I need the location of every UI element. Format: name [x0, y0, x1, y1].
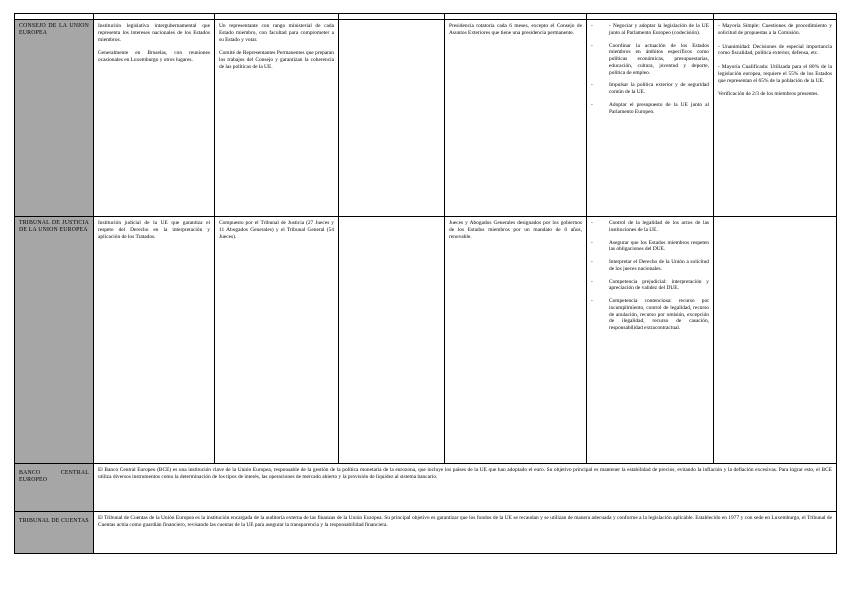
description-cell: El Tribunal de Cuentas de la Unión Europea es la institución encargada de la auditoría externa de las finanzas de la Unión Europea. Su principal objetivo es garantizar que los fondos de la UE se recaudan y se utilizan de manera adecuada y conforme a la legislación aplicable. Establecido en 1977 y con sede en Luxemburgo, el Tribunal de Cuentas actúa como guardián financiero, revisando las cuentas de la UE para asegurar la transparencia y la responsabilidad financiera. — [94, 512, 837, 554]
composicion-cell — [215, 217, 339, 464]
naturaleza-cell — [94, 217, 215, 464]
paragraph: Un representante con rango ministerial de cada Estado miembro, con facultad para comprometer a su Estado y votar. — [219, 23, 334, 43]
funciones-cell — [587, 217, 714, 464]
empty-cell — [339, 217, 445, 464]
empty-cell — [339, 20, 445, 217]
votacion-cell — [714, 20, 837, 217]
paragraph: Comité de Representantes Permanentes que preparan los trabajos del Consejo y garantizan la coherencia de las políticas de la UE. — [219, 50, 334, 70]
institution-name-cell: BANCO CENTRAL EUROPEO — [15, 464, 94, 512]
list-item: - Interpretar el Derecho de la Unión a solicitud de los jueces nacionales. — [591, 259, 709, 273]
paragraph: Presidencia rotatoria cada 6 meses, excepto el Consejo de Asuntos Exteriores que tiene una presidencia permanente. — [449, 23, 582, 36]
description-cell: El Banco Central Europeo (BCE) es una institución clave de la Unión Europea, responsable de la gestión de la política monetaria de la eurozona, que incluye los países de la UE que han adoptado el euro. Su objetivo principal es mantener la estabilidad de precios, evitando la inflación y la deflación excesivas. Para lograr esto, el BCE utiliza diversos instrumentos como la determinación de los tipos de interés, las operaciones de mercado abierto y la provisión de liquidez al sistema bancario. — [94, 464, 837, 512]
list-item: - Asegurar que los Estados miembros respeten las obligaciones del DUE. — [591, 240, 709, 254]
naturaleza-cell — [94, 20, 215, 217]
paragraph: - Mayoría Simple: Cuestiones de procedimiento y solicitud de propuestas a la Comisión. — [718, 23, 832, 36]
presidencia-cell — [445, 217, 587, 464]
paragraph: Compuesto por el Tribunal de Justicia (27 Jueces y 11 Abogados Generales) y el Tribunal General (54 Jueces). — [219, 220, 334, 240]
paragraph: Jueces y Abogados Generales designados por los gobiernos de los Estados miembros por un mandato de 6 años, renovable. — [449, 220, 582, 240]
institution-name-cell: TRIBUNAL DE JUSTICIA DE LA UNION EUROPEA — [15, 217, 94, 464]
table-row-tribunal-cuentas — [15, 512, 837, 554]
bullet-list — [591, 23, 709, 115]
list-item: - Coordinar la actuación de los Estados miembros en ámbitos específicos como políticas económicas, presupuestarias, educación, cultura, juventud y deporte, política de empleo. — [591, 43, 709, 77]
paragraph: - Mayoría Cualificada: Utilizada para el 80% de la legislación europea, requiere el 55% de los Estados que representan el 65% de la población de la UE. — [718, 64, 832, 84]
list-item: - Impulsar la política exterior y de seguridad común de la UE. — [591, 82, 709, 96]
institution-name-cell: TRIBUNAL DE CUENTAS — [15, 512, 94, 554]
paragraph: Verificación de 2/3 de los miembros presentes. — [718, 91, 819, 98]
list-item: - - Negociar y adoptar la legislación de la UE junto al Parlamento Europeo (codecisión). — [591, 23, 709, 37]
list-item: - Adoptar el presupuesto de la UE junto al Parlamento Europeo. — [591, 102, 709, 116]
bullet-list — [591, 220, 709, 332]
list-item: - Competencia contenciosa: recurso por incumplimiento, control de legalidad, recurso de anulación, recurso por omisión, excepción de ilegalidad, recurso de casación, responsabilidad extracontractual. — [591, 298, 709, 332]
paragraph: Institución judicial de la UE que garantiza el respeto del Derecho en la interpretación y aplicación de los Tratados. — [98, 220, 210, 240]
paragraph: Institución legislativa intergubernamental que representa los intereses nacionales de los Estados miembros. — [98, 23, 210, 43]
composicion-cell — [215, 20, 339, 217]
eu-institutions-table — [14, 13, 837, 554]
votacion-cell — [714, 217, 837, 464]
funciones-cell — [587, 20, 714, 217]
table-row-tribunal-justicia — [15, 217, 837, 464]
paragraph: - Unanimidad: Decisiones de especial importancia como fiscalidad, política exterior, defensa, etc. — [718, 43, 832, 57]
list-item: - Control de la legalidad de los actos de las instituciones de la UE. — [591, 220, 709, 234]
list-item: - Competencia prejudicial: interpretación y apreciación de validez del DUE. — [591, 279, 709, 293]
presidencia-cell — [445, 20, 587, 217]
paragraph: Generalmente en Bruselas, con reuniones ocasionales en Luxemburgo y otros lugares. — [98, 50, 210, 63]
table-row-consejo — [15, 20, 837, 217]
institution-name-cell: CONSEJO DE LA UNION EUROPEA — [15, 20, 94, 217]
table-row-bce — [15, 464, 837, 512]
